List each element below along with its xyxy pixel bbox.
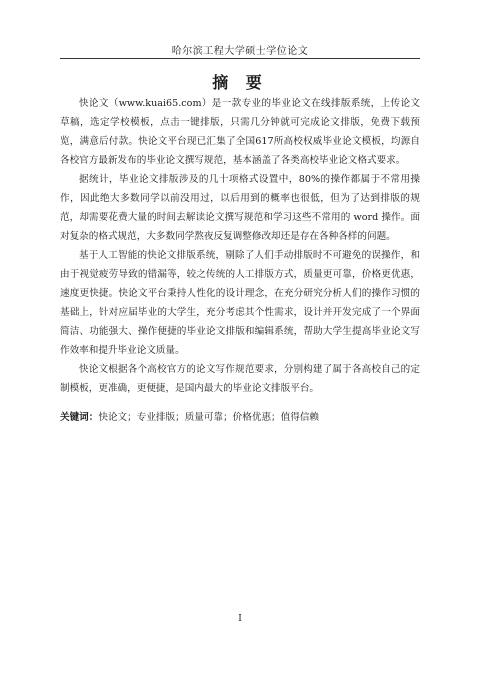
abstract-title: 摘 要: [212, 73, 268, 92]
header-rule: [60, 58, 420, 59]
page-number: I: [238, 614, 242, 624]
keywords-text: 快论文；专业排版；质量可靠；价格优惠；值得信赖: [98, 412, 320, 423]
abstract-body: [60, 94, 420, 427]
page-header: 哈尔滨工程大学硕士学位论文: [171, 46, 309, 57]
abstract-paragraph-2: 据统计，毕业论文排版涉及的几十项格式设置中，80%的操作都属于不常用操作，因此绝大多数同学以前没用过，以后用到的概率也很低，但为了达到排版的规范，却需要花费大量的时间去解读论文撰写规范和学习这些不常用的 word 操作。面对复杂的格式规范，大多数同学熬夜反复调整修改却还是存在各种各样的问题。: [60, 174, 420, 242]
keywords-line: [60, 408, 420, 427]
abstract-paragraph-4: 快论文根据各个高校官方的论文写作规范要求，分别构建了属于各高校自己的定制模板，更准确，更便捷，是国内最大的毕业论文排版平台。: [60, 364, 420, 394]
abstract-paragraph-1: 快论文（www.kuai65.com）是一款专业的毕业论文在线排版系统，上传论文草稿，选定学校模板，点击一键排版，只需几分钟就可完成论文排版，免费下载预览，满意后付款。快论文平台现已汇集了全国617所高校权威毕业论文模板，均源自各校官方最新发布的毕业论文撰写规范，基本涵盖了各类高校毕业论文格式要求。: [60, 98, 420, 166]
keywords-label: 关键词：: [60, 412, 99, 423]
abstract-paragraph-3: 基于人工智能的快论文排版系统，剔除了人们手动排版时不可避免的误操作，和由于视觉疲劳导致的错漏等，较之传统的人工排版方式，质量更可靠，价格更优惠，速度更快捷。快论文平台秉持人性化的设计理念，在充分研究分析人们的操作习惯的基础上，针对应届毕业的大学生，充分考虑其个性需求，设计并开发完成了一个界面简洁、功能强大、操作便捷的毕业论文排版和编辑系统，帮助大学生提高毕业论文写作效率和提升毕业论文质量。: [60, 250, 420, 356]
